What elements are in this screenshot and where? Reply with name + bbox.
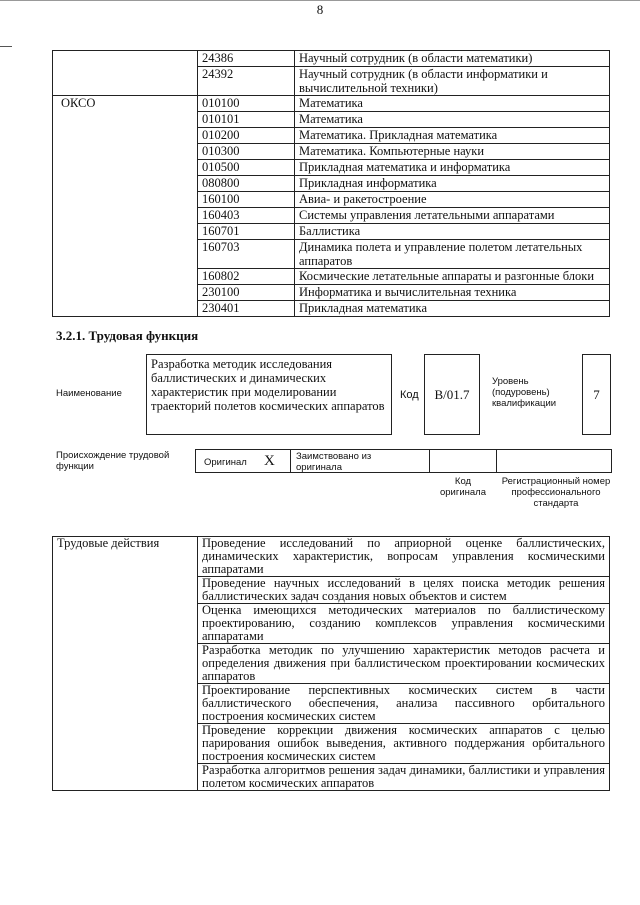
section-heading: 3.2.1. Трудовая функция bbox=[56, 328, 199, 343]
codes-name: Прикладная математика и информатика bbox=[295, 160, 610, 176]
codes-code: 010300 bbox=[198, 144, 295, 160]
codes-name: Динамика полета и управление полетом летательных аппаратов bbox=[295, 240, 610, 269]
codes-code: 160802 bbox=[198, 269, 295, 285]
codes-name: Математика. Прикладная математика bbox=[295, 128, 610, 144]
codes-code: 010101 bbox=[198, 112, 295, 128]
origin-divider-3 bbox=[496, 450, 497, 472]
codes-code: 010500 bbox=[198, 160, 295, 176]
codes-table bbox=[52, 50, 610, 317]
codes-code: 080800 bbox=[198, 176, 295, 192]
codes-name: Математика bbox=[295, 96, 610, 112]
codes-name: Научный сотрудник (в области информатики и вычислительной техники) bbox=[295, 67, 610, 96]
codes-name: Математика. Компьютерные науки bbox=[295, 144, 610, 160]
codes-name: Баллистика bbox=[295, 224, 610, 240]
action-item: Проведение коррекции движения космических аппаратов с целью парирования ошибок выведения, активного поддержания орбитального построения космических систем bbox=[198, 724, 610, 764]
action-row bbox=[53, 537, 610, 577]
action-item: Проведение научных исследований в целях поиска методик решения баллистических задач создания новых объектов и систем bbox=[198, 577, 610, 604]
codes-code: 160403 bbox=[198, 208, 295, 224]
borrowed-label: Заимствовано из оригинала bbox=[296, 451, 372, 473]
codes-group: ОКСО bbox=[53, 96, 198, 317]
codes-code: 230100 bbox=[198, 285, 295, 301]
name-label: Наименование bbox=[56, 388, 122, 399]
function-name: Разработка методик исследования баллистических и динамических характеристик при моделировании траекторий полетов космических аппаратов bbox=[146, 354, 392, 435]
codes-name: Информатика и вычислительная техника bbox=[295, 285, 610, 301]
codes-code: 010200 bbox=[198, 128, 295, 144]
origin-divider-1 bbox=[290, 450, 291, 472]
codes-code: 010100 bbox=[198, 96, 295, 112]
reg-number-caption: Регистрационный номер профессионального стандарта bbox=[501, 476, 611, 509]
action-item: Проведение исследований по априорной оценке баллистических, динамических характеристик, вопросам управления космическими аппаратами bbox=[198, 537, 610, 577]
level-label: Уровень (подуровень) квалификации bbox=[492, 376, 557, 409]
codes-name: Научный сотрудник (в области математики) bbox=[295, 51, 610, 67]
codes-row bbox=[53, 51, 610, 67]
codes-code: 160701 bbox=[198, 224, 295, 240]
original-label: Оригинал bbox=[204, 457, 247, 468]
action-item: Проектирование перспективных космических систем в части баллистического обеспечения, анализа пассивного орбитального построения космических систем bbox=[198, 684, 610, 724]
codes-code: 24386 bbox=[198, 51, 295, 67]
actions-table bbox=[52, 536, 610, 791]
page-margin-mark bbox=[0, 46, 12, 47]
codes-name: Прикладная информатика bbox=[295, 176, 610, 192]
code-label: Код bbox=[400, 389, 419, 401]
origin-divider-2 bbox=[429, 450, 430, 472]
action-item: Разработка методик по улучшению характеристик методов расчета и определения движения при баллистическом проектировании космических аппаратов bbox=[198, 644, 610, 684]
codes-code: 24392 bbox=[198, 67, 295, 96]
codes-code: 160100 bbox=[198, 192, 295, 208]
codes-name: Математика bbox=[295, 112, 610, 128]
qualification-level: 7 bbox=[582, 354, 611, 435]
origin-label: Происхождение трудовой функции bbox=[56, 450, 170, 472]
codes-name: Прикладная математика bbox=[295, 301, 610, 317]
actions-label: Трудовые действия bbox=[53, 537, 198, 791]
codes-group bbox=[53, 51, 198, 96]
codes-name: Космические летательные аппараты и разгонные блоки bbox=[295, 269, 610, 285]
action-item: Разработка алгоритмов решения задач динамики, баллистики и управления полетом космических аппаратов bbox=[198, 764, 610, 791]
codes-row bbox=[53, 96, 610, 112]
codes-name: Системы управления летательными аппаратами bbox=[295, 208, 610, 224]
codes-name: Авиа- и ракетостроение bbox=[295, 192, 610, 208]
original-mark: X bbox=[264, 453, 275, 469]
origin-table bbox=[195, 449, 612, 473]
action-item: Оценка имеющихся методических материалов по баллистическому проектированию, созданию комплексов управления космическими аппаратами bbox=[198, 604, 610, 644]
function-code: В/01.7 bbox=[424, 354, 480, 435]
codes-code: 160703 bbox=[198, 240, 295, 269]
code-original-caption: Код оригинала bbox=[439, 476, 486, 498]
codes-code: 230401 bbox=[198, 301, 295, 317]
page-number: 8 bbox=[316, 2, 324, 17]
top-rule bbox=[0, 0, 640, 1]
